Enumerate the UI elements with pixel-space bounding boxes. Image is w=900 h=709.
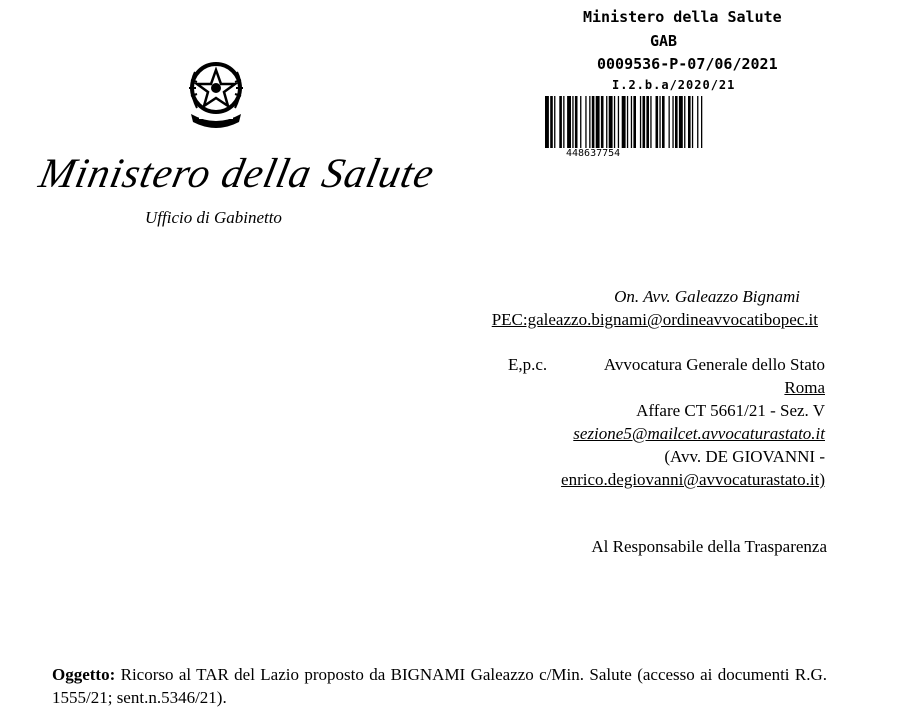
office-name: Ufficio di Gabinetto [145, 208, 282, 227]
stamp-classification: I.2.b.a/2020/21 [612, 78, 736, 92]
ministry-title: Ministero della Salute [35, 151, 439, 197]
subject-paragraph [52, 663, 827, 709]
barcode-number: 448637754 [566, 148, 621, 159]
epc-email-link[interactable]: sezione5@mailcet.avvocaturastato.it [573, 424, 825, 443]
recipient-name: On. Avv. Galeazzo Bignami [614, 287, 800, 306]
epc-lawyer-email-link[interactable]: enrico.degiovanni@avvocaturastato.it) [561, 470, 825, 489]
epc-organization: Avvocatura Generale dello Stato [603, 355, 825, 374]
italian-republic-emblem-icon [183, 58, 249, 134]
transparency-recipient: Al Responsabile della Trasparenza [591, 537, 827, 556]
epc-label: E,p.c. [508, 355, 548, 374]
epc-case-reference: Affare CT 5661/21 - Sez. V [636, 401, 825, 420]
stamp-ministry: Ministero della Salute [583, 8, 782, 26]
epc-city: Roma [784, 378, 825, 397]
recipient-pec-link[interactable]: PEC:galeazzo.bignami@ordineavvocatibopec.it [491, 310, 818, 329]
stamp-protocol-number: 0009536-P-07/06/2021 [597, 55, 778, 73]
epc-lawyer: (Avv. DE GIOVANNI - [664, 447, 825, 466]
subject-label: Oggetto: [52, 665, 116, 684]
subject-text: Ricorso al TAR del Lazio proposto da BIGNAMI Galeazzo c/Min. Salute (accesso ai documenti R.G. 1555/21; sent.n.5346/21). [52, 665, 827, 707]
stamp-office-code: GAB [650, 32, 678, 50]
barcode [545, 96, 800, 148]
